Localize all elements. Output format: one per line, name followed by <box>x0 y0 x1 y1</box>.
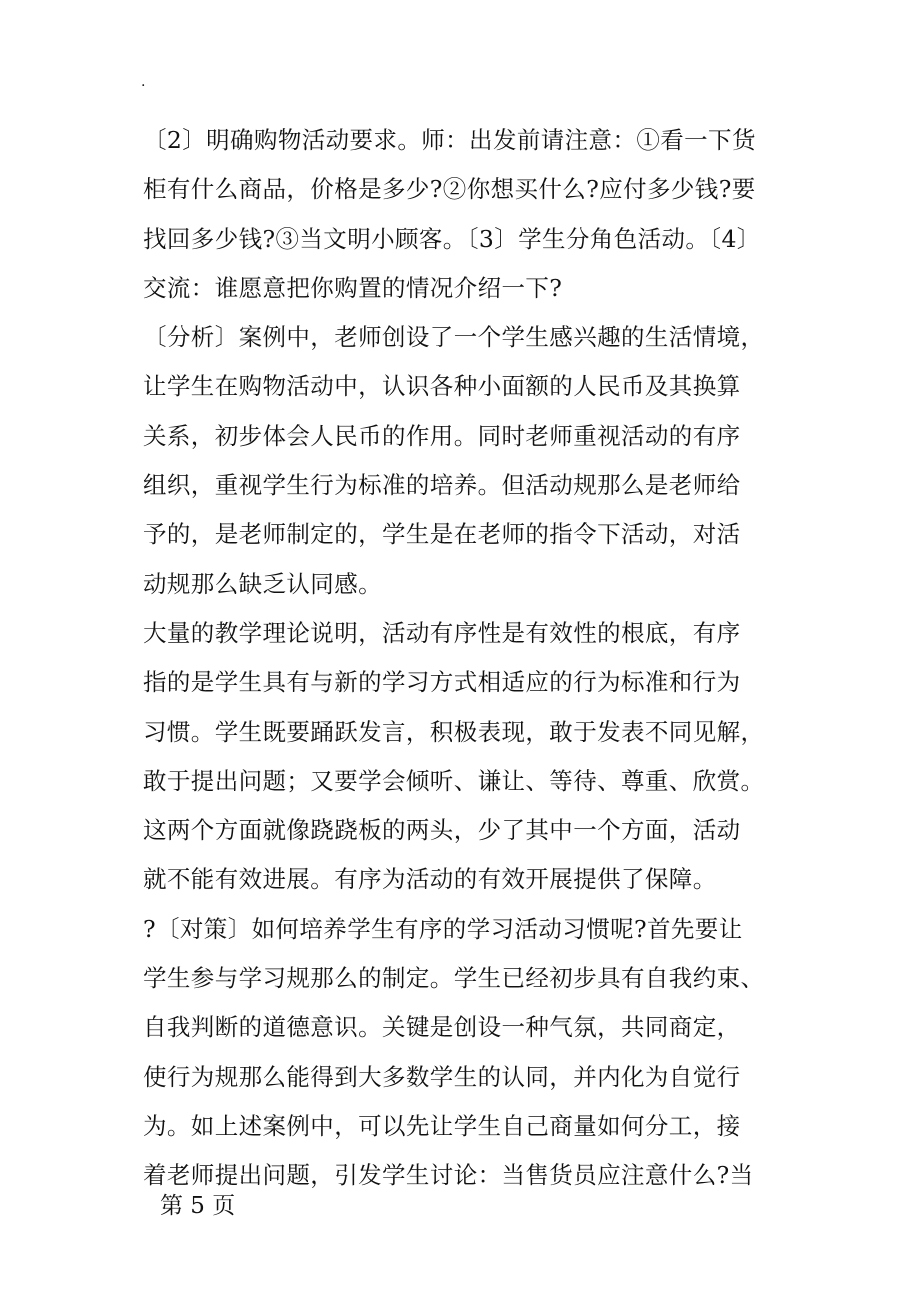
text-line: 自我判断的道德意识。关键是创设一种气氛，共同商定， <box>143 1013 741 1042</box>
paragraph-analysis <box>143 313 783 609</box>
text-line: 使行为规那么能得到大多数学生的认同，并内化为自觉行 <box>143 1062 741 1091</box>
text-line: 组织，重视学生行为标准的培养。但活动规那么是老师给 <box>143 471 741 500</box>
text-line: 就不能有效进展。有序为活动的有效开展提供了保障。 <box>143 865 717 894</box>
page-number-footer: 第 5 页 <box>160 1193 236 1219</box>
text-line: 指的是学生具有与新的学习方式相适应的行为标准和行为 <box>143 668 741 697</box>
text-line: 〔分析〕案例中，老师创设了一个学生感兴趣的生活情境， <box>143 323 765 352</box>
text-line: 这两个方面就像跷跷板的两头，少了其中一个方面，活动 <box>143 816 741 845</box>
text-line: 敢于提出问题；又要学会倾听、谦让、等待、尊重、欣赏。 <box>143 766 765 795</box>
text-line: 大量的教学理论说明，活动有序性是有效性的根底，有序 <box>143 618 741 647</box>
document-body <box>143 116 783 1201</box>
text-line: 为。如上述案例中，可以先让学生自己商量如何分工，接 <box>143 1111 741 1140</box>
text-line: 让学生在购物活动中，认识各种小面额的人民币及其换算 <box>143 372 741 401</box>
text-line: 〔2〕明确购物活动要求。师：出发前请注意：①看一下货 <box>143 126 756 154</box>
text-line: 着老师提出问题，引发学生讨论：当售货员应注意什么?当 <box>143 1161 754 1190</box>
paragraph-shopping-requirements <box>143 116 783 313</box>
text-line: 找回多少钱?③当文明小顾客。〔3〕学生分角色活动。〔4〕 <box>143 224 761 253</box>
page-top-mark: . <box>141 74 146 90</box>
text-line: 交流：谁愿意把你购置的情况介绍一下? <box>143 273 563 302</box>
text-line: 予的，是老师制定的，学生是在老师的指令下活动，对活 <box>143 520 741 549</box>
text-line: 习惯。学生既要踊跃发言，积极表现，敢于发表不同见解， <box>143 717 765 746</box>
text-line: 学生参与学习规那么的制定。学生已经初步具有自我约束、 <box>143 964 765 993</box>
paragraph-strategy <box>143 905 783 1201</box>
paragraph-theory <box>143 609 783 905</box>
text-line: 柜有什么商品，价格是多少?②你想买什么?应付多少钱?要 <box>143 175 756 204</box>
text-line: 关系，初步体会人民币的作用。同时老师重视活动的有序 <box>143 421 741 450</box>
text-line: 动规那么缺乏认同感。 <box>143 569 382 598</box>
text-line: ?〔对策〕如何培养学生有序的学习活动习惯呢?首先要让 <box>143 914 743 943</box>
